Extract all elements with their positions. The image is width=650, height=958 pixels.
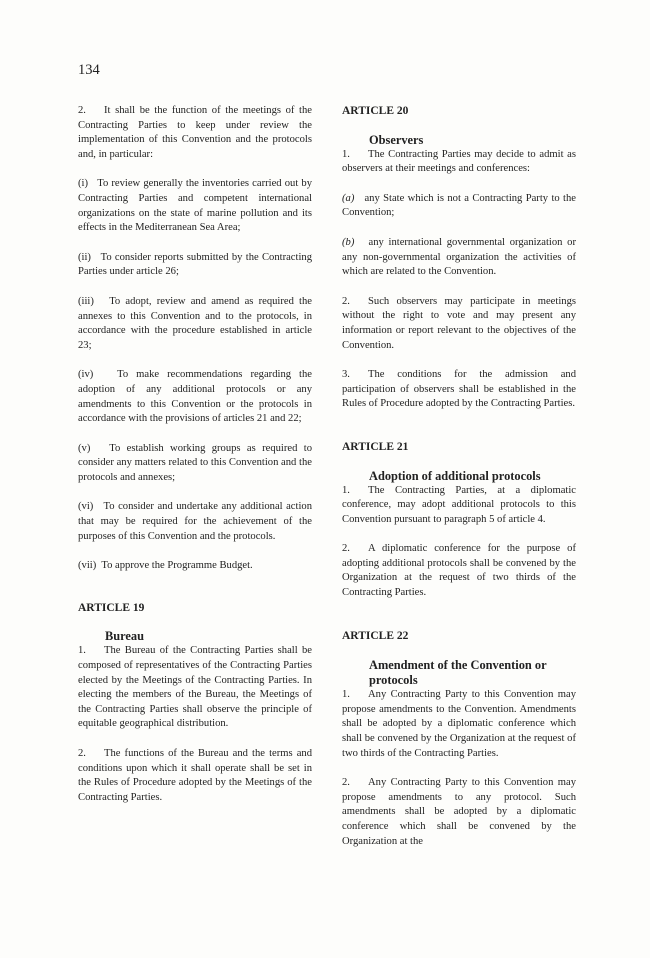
article-21-heading: ARTICLE 21 (342, 440, 409, 453)
article-22-paragraph-1 (342, 688, 576, 761)
paragraph-text: The Contracting Parties, at a diplomatic conference, may adopt additional protocols to this Convention pursuant to paragraph 5 of article 4. (342, 484, 576, 525)
left-column (78, 104, 312, 805)
paragraph-text: The Contracting Parties may decide to admit as observers at their meetings and conferences: (342, 148, 576, 175)
list-item-iii: (iii) To adopt, review and amend as required the annexes to this Convention and to the protocols, in accordance with the procedure established in article 23; (78, 295, 312, 351)
page-number: 134 (78, 62, 100, 78)
article-19-title: Bureau (105, 629, 145, 644)
list-item-i: (i) To review generally the inventories carried out by Contracting Parties and competent international organizations on the state of marine pollution and its effects in the Mediterranean Sea Area; (78, 178, 312, 234)
paragraph-text: Any Contracting Party to this Convention may propose amendments to the Convention. Amendments shall be adopted by a diplomatic conference which shall be convened by the Organization at the request of two thirds of the Contracting Parties. (342, 689, 576, 759)
list-item-v: (v) To establish working groups as required to consider any matters related to this Convention and the protocols and annexes; (78, 442, 312, 483)
paragraph-number: 3. (342, 369, 350, 381)
paragraph-number: 2. (342, 777, 350, 789)
paragraph-number: 2. (78, 748, 86, 759)
paragraph-number: 2. (78, 105, 86, 116)
article-19-paragraph-1 (78, 644, 312, 732)
item-text: any State which is not a Contracting Party to the Convention; (342, 192, 576, 219)
paragraph-number: 2. (342, 295, 350, 307)
paragraph-number: 1. (342, 148, 350, 160)
paragraph-number: 2. (342, 543, 350, 555)
paragraph-text: The functions of the Bureau and the terms and conditions upon which it shall operate shall be set in the Rules of Procedure adopted by the Meetings of the Contracting Parties. (78, 748, 312, 803)
article-20-title: Observers (369, 132, 424, 147)
article-22-title-line-2: protocols (369, 673, 418, 688)
article-21-title: Adoption of additional protocols (369, 468, 541, 483)
paragraph-number: 1. (342, 484, 350, 496)
paragraph-text: Such observers may participate in meetings without the right to vote and may present any information or report relevant to the objectives of the Convention. (342, 295, 576, 351)
article-22-heading: ARTICLE 22 (342, 629, 409, 642)
paragraph-number: 1. (342, 689, 350, 701)
paragraph-text: The conditions for the admission and participation of observers shall be established in the Rules of Procedure adopted by the Contracting Parties. (342, 369, 576, 410)
article-20-heading: ARTICLE 20 (342, 105, 409, 117)
article-21-paragraph-1 (342, 484, 576, 528)
item-label: (a) (342, 192, 355, 204)
list-item-vi: (vi) To consider and undertake any additional action that may be required for the achievement of the purposes of this Convention and the protocols. (78, 501, 312, 542)
article-20-paragraph-1 (342, 148, 576, 177)
paragraph-text: The Bureau of the Contracting Parties shall be composed of representatives of the Contracting Parties elected by the Meetings of the Contracting Parties. In electing the members of the Bureau, the Meetings of the Contracting Parties shall observe the principle of equitable geographical distribution. (78, 645, 312, 730)
item-label: (b) (342, 236, 355, 248)
article-21-paragraph-2 (342, 542, 576, 600)
paragraph-text: Any Contracting Party to this Convention may propose amendments to any protocol. Such amendments shall be adopted by a diplomatic conference which shall be convened by the Organization at the (342, 777, 576, 847)
paragraph-text: A diplomatic conference for the purpose of adopting additional protocols shall be convened by the Organization at the request of two thirds of the Contracting Parties. (342, 543, 576, 599)
list-item-vii: (vii) To approve the Programme Budget. (78, 560, 253, 572)
right-column (342, 104, 576, 849)
article-22-paragraph-2 (342, 776, 576, 849)
list-item-iv: (iv) To make recommendations regarding the adoption of any additional protocols or any amendments to this Convention or the protocols in accordance with the provisions of articles 21 and 22; (78, 369, 312, 425)
paragraph-number: 1. (78, 645, 86, 657)
article-19-heading: ARTICLE 19 (78, 601, 145, 614)
list-item-ii: (ii) To consider reports submitted by the Contracting Parties under article 26; (78, 251, 312, 278)
article-19-paragraph-2 (78, 747, 312, 805)
paragraph-text: It shall be the function of the meetings of the Contracting Parties to keep under review the implementation of this Convention and the protocols and, in particular: (78, 105, 312, 160)
paragraph-2 (78, 104, 312, 162)
article-20-item-b (342, 236, 576, 280)
article-22-title-line-1: Amendment of the Convention or (369, 658, 547, 673)
item-text: any international governmental organization or any non-governmental organization the activities of which are related to the Convention. (342, 236, 576, 278)
article-20-item-a (342, 192, 576, 221)
article-20-paragraph-3 (342, 368, 576, 412)
article-20-paragraph-2 (342, 295, 576, 353)
